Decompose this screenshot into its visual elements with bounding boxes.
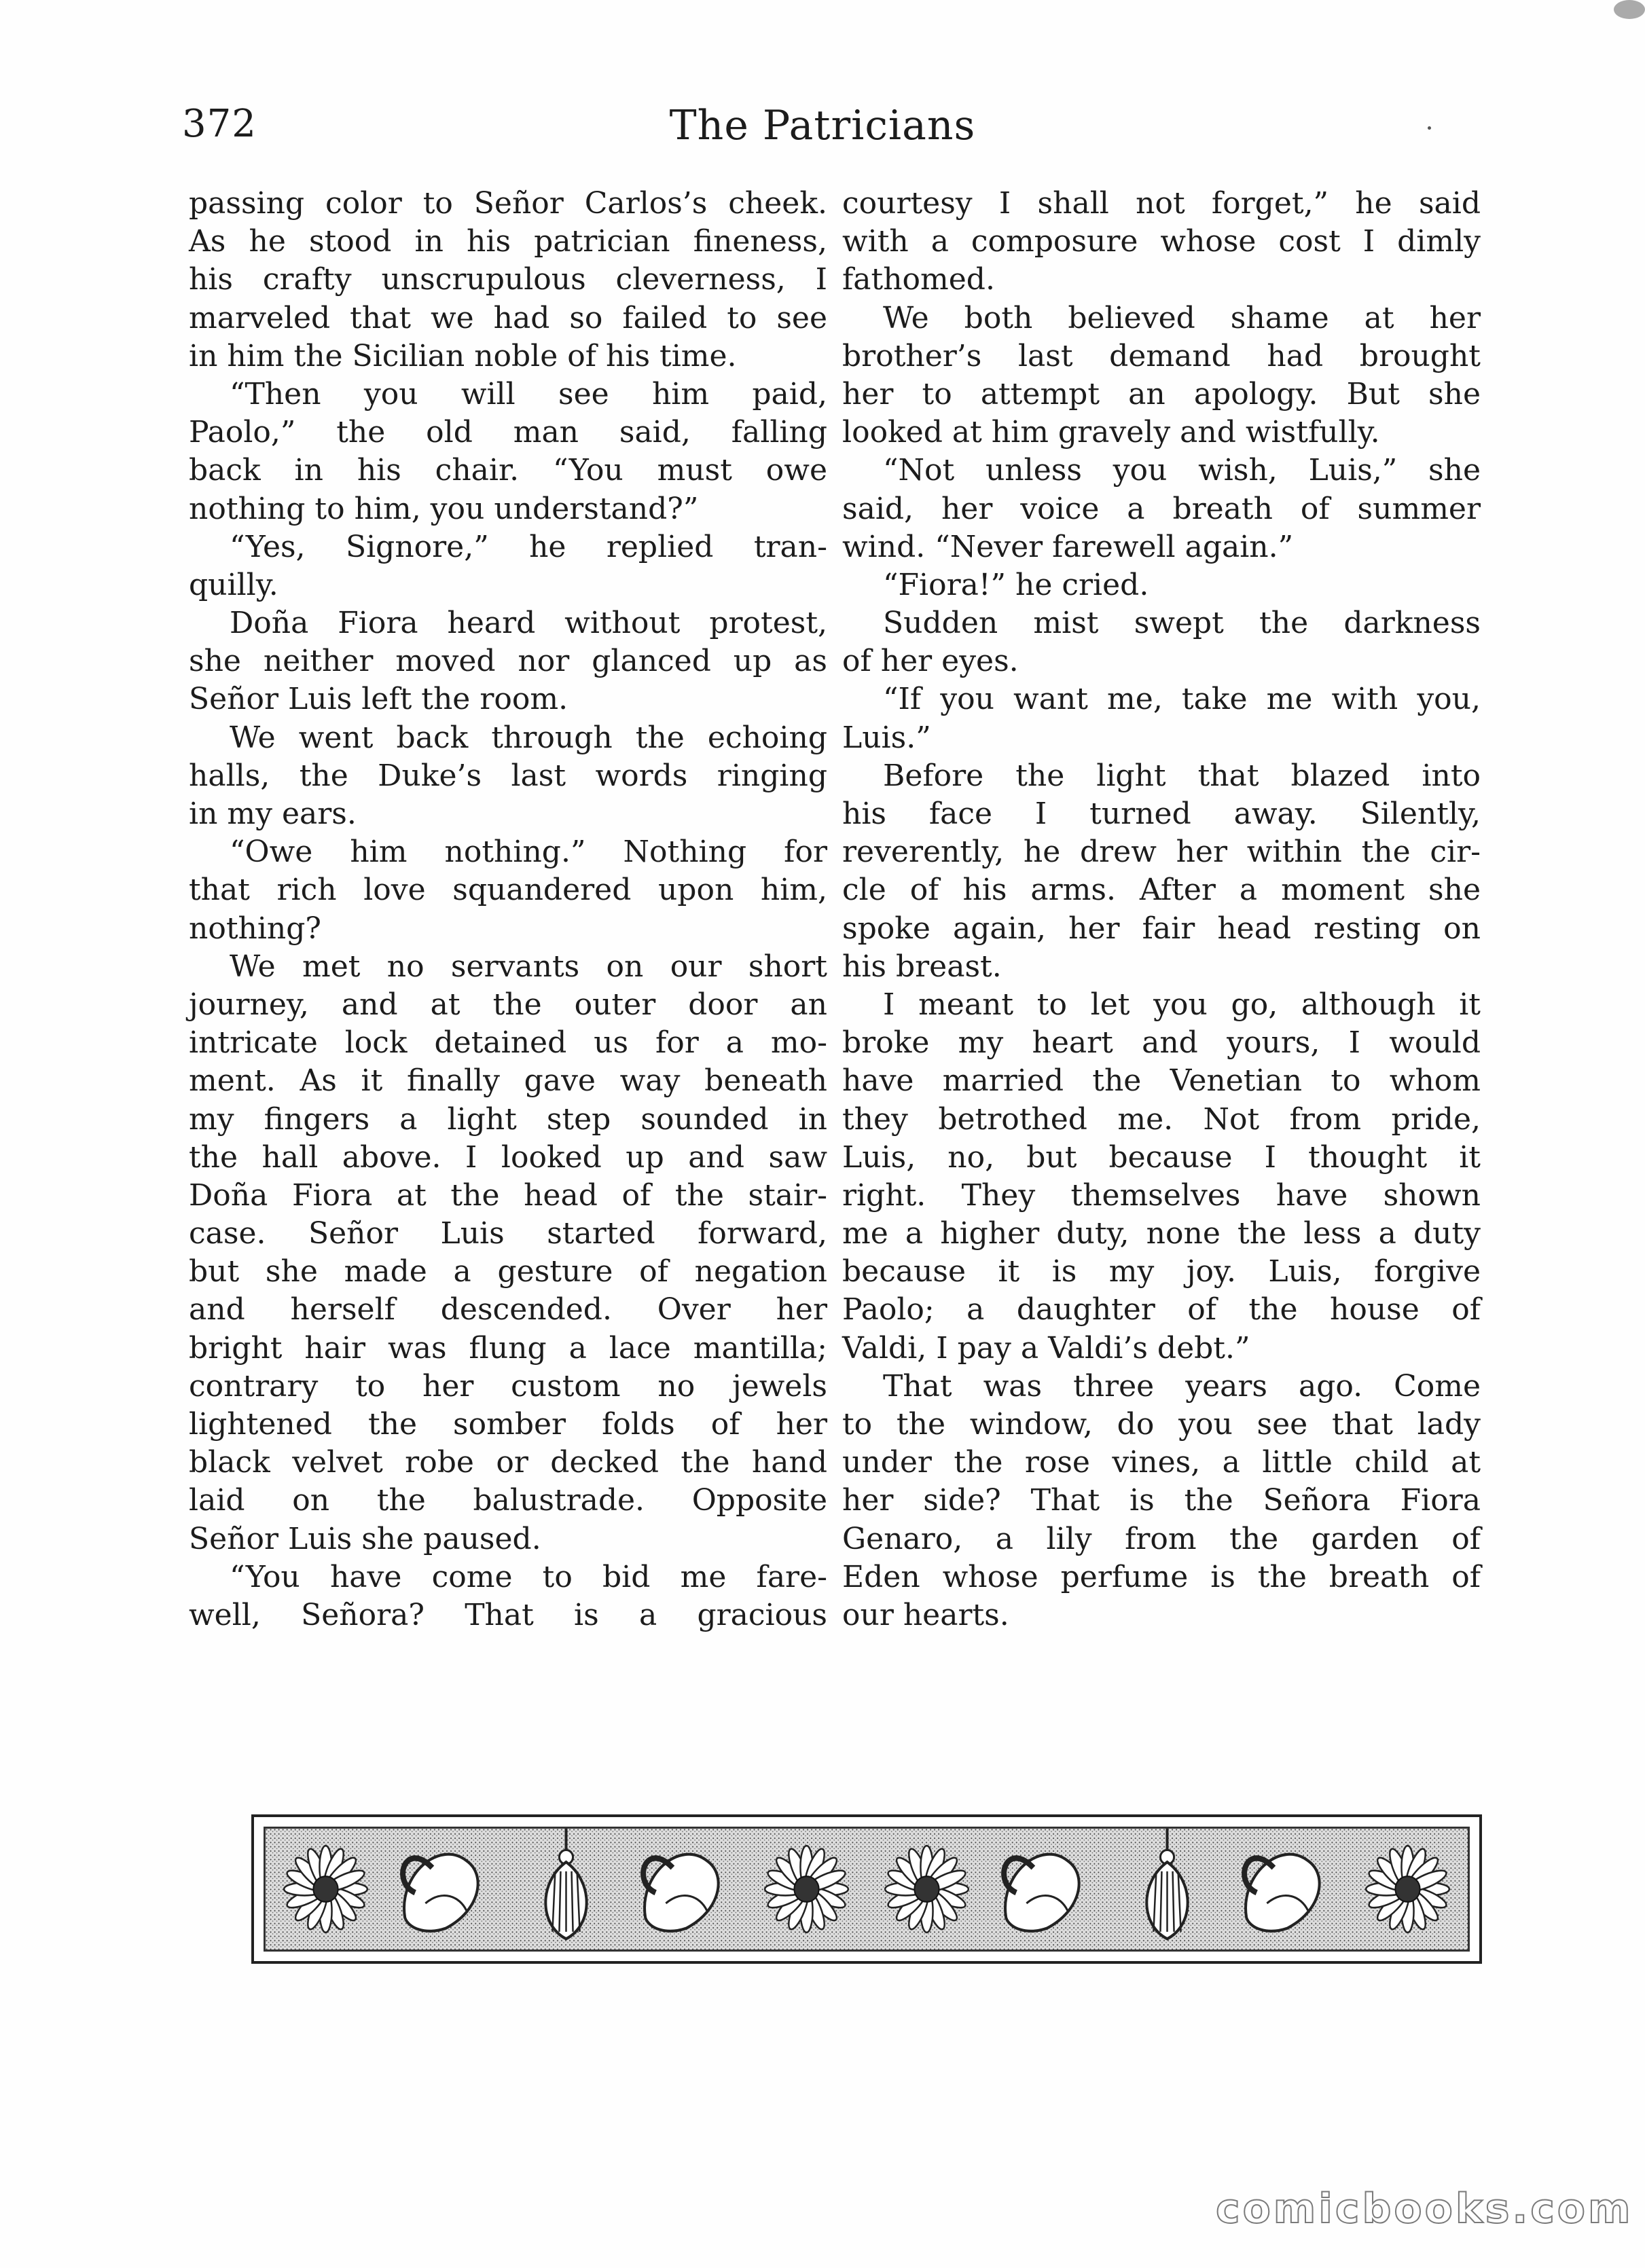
text-line: have married the Venetian to whom	[842, 1063, 1481, 1099]
text-line: Before the light that blazed into	[883, 758, 1481, 793]
text-line: our hearts.	[842, 1597, 1009, 1632]
text-line: “Fiora!” he cried.	[883, 567, 1149, 602]
text-line: halls, the Duke’s last words ringing	[189, 758, 827, 793]
text-line: case. Señor Luis started forward,	[189, 1216, 827, 1251]
text-line: under the rose vines, a little child at	[842, 1445, 1481, 1480]
text-line: well, Señora? That is a gracious	[189, 1597, 827, 1632]
text-line: of her eyes.	[842, 644, 1019, 679]
text-line: marveled that we had so failed to see	[189, 300, 827, 335]
text-line: her side? That is the Señora Fiora	[842, 1483, 1481, 1518]
text-line: she neither moved nor glanced up as	[189, 644, 827, 679]
site-watermark: comicbooks.com	[1216, 2185, 1633, 2233]
right-text-column	[842, 185, 1481, 1634]
floral-ornament-illustration	[266, 1829, 1468, 1950]
daisy-motif	[765, 1846, 848, 1933]
left-text-column	[189, 185, 827, 1634]
text-line: the hall above. I looked up and saw	[189, 1139, 827, 1175]
scan-speck	[1614, 0, 1645, 19]
text-line: quilly.	[189, 567, 278, 602]
text-line: laid on the balustrade. Opposite	[189, 1483, 827, 1518]
text-line: Valdi, I pay a Valdi’s debt.”	[842, 1330, 1250, 1366]
text-line: to the window, do you see that lady	[842, 1407, 1481, 1442]
text-line: That was three years ago. Come	[883, 1368, 1481, 1404]
text-line: “Yes, Signore,” he replied tran-	[230, 529, 827, 564]
text-line: they betrothed me. Not from pride,	[842, 1101, 1481, 1137]
text-line: her to attempt an apology. But she	[842, 376, 1481, 411]
text-line: We both believed shame at her	[883, 300, 1481, 335]
text-line: spoke again, her fair head resting on	[842, 911, 1481, 946]
text-line: nothing?	[189, 911, 322, 946]
daisy-motif	[1366, 1846, 1449, 1933]
text-line: his face I turned away. Silently,	[842, 797, 1481, 831]
text-line: because it is my joy. Luis, forgive	[842, 1254, 1481, 1290]
text-line: my fingers a light step sounded in	[189, 1101, 827, 1137]
text-line: I meant to let you go, although it	[883, 987, 1481, 1022]
text-line: We met no servants on our short	[230, 949, 827, 984]
text-line: and herself descended. Over her	[189, 1292, 827, 1328]
text-line: Luis.”	[842, 720, 931, 755]
text-line: black velvet robe or decked the hand	[189, 1445, 827, 1480]
text-line: his crafty unscrupulous cleverness, I	[189, 262, 827, 297]
text-line: Sudden mist swept the darkness	[883, 606, 1481, 641]
text-line: with a composure whose cost I dimly	[842, 224, 1481, 259]
scan-speck	[1428, 126, 1431, 130]
text-line: lightened the somber folds of her	[189, 1407, 827, 1442]
text-line: bright hair was flung a lace mantilla;	[189, 1330, 827, 1366]
text-line: “Not unless you wish, Luis,” she	[883, 453, 1481, 488]
text-line: Genaro, a lily from the garden of	[842, 1521, 1481, 1556]
text-line: journey, and at the outer door an	[189, 987, 827, 1022]
text-line: Señor Luis she paused.	[189, 1521, 541, 1556]
text-line: back in his chair. “You must owe	[189, 453, 827, 488]
text-line: courtesy I shall not forget,” he said	[842, 186, 1481, 221]
text-line: in my ears.	[189, 797, 357, 831]
page-number: 372	[182, 102, 257, 146]
text-line: fathomed.	[842, 262, 995, 297]
text-line: Doña Fiora at the head of the stair-	[189, 1177, 827, 1213]
text-line: “Then you will see him paid,	[230, 376, 827, 411]
running-title: The Patricians	[669, 102, 976, 149]
text-line: broke my heart and yours, I would	[842, 1025, 1481, 1061]
text-line: intricate lock detained us for a mo-	[189, 1025, 827, 1061]
text-line: Paolo,” the old man said, falling	[189, 415, 827, 450]
text-line: Señor Luis left the room.	[189, 682, 568, 717]
text-line: “If you want me, take me with you,	[883, 682, 1481, 717]
text-line: cle of his arms. After a moment she	[842, 873, 1481, 908]
text-line: brother’s last demand had brought	[842, 338, 1481, 373]
text-line: Doña Fiora heard without protest,	[230, 606, 827, 641]
text-line: wind. “Never farewell again.”	[842, 529, 1294, 564]
text-line: said, her voice a breath of summer	[842, 491, 1481, 526]
text-line: Eden whose perfume is the breath of	[842, 1559, 1481, 1594]
text-line: looked at him gravely and wistfully.	[842, 415, 1380, 450]
text-line: “Owe him nothing.” Nothing for	[230, 835, 827, 870]
text-line: Paolo; a daughter of the house of	[842, 1292, 1481, 1328]
text-line: right. They themselves have shown	[842, 1177, 1481, 1213]
text-line: reverently, he drew her within the cir-	[842, 835, 1481, 870]
text-line: his breast.	[842, 949, 1002, 984]
text-line: in him the Sicilian noble of his time.	[189, 338, 737, 373]
text-line: that rich love squandered upon him,	[189, 873, 827, 908]
text-line: contrary to her custom no jewels	[189, 1368, 827, 1404]
text-line: but she made a gesture of negation	[189, 1254, 827, 1290]
daisy-motif	[885, 1846, 969, 1933]
daisy-motif	[284, 1846, 367, 1933]
text-line: As he stood in his patrician fineness,	[189, 224, 827, 259]
text-line: me a higher duty, none the less a duty	[842, 1216, 1481, 1251]
text-line: Luis, no, but because I thought it	[842, 1139, 1481, 1175]
text-line: We went back through the echoing	[230, 720, 827, 755]
text-line: nothing to him, you understand?”	[189, 491, 699, 526]
text-line: ment. As it finally gave way beneath	[189, 1063, 827, 1099]
ornament-frame	[264, 1827, 1470, 1952]
text-line: “You have come to bid me fare-	[230, 1559, 827, 1594]
decorative-floral-border	[251, 1814, 1482, 1964]
text-line: passing color to Señor Carlos’s cheek.	[189, 186, 827, 221]
